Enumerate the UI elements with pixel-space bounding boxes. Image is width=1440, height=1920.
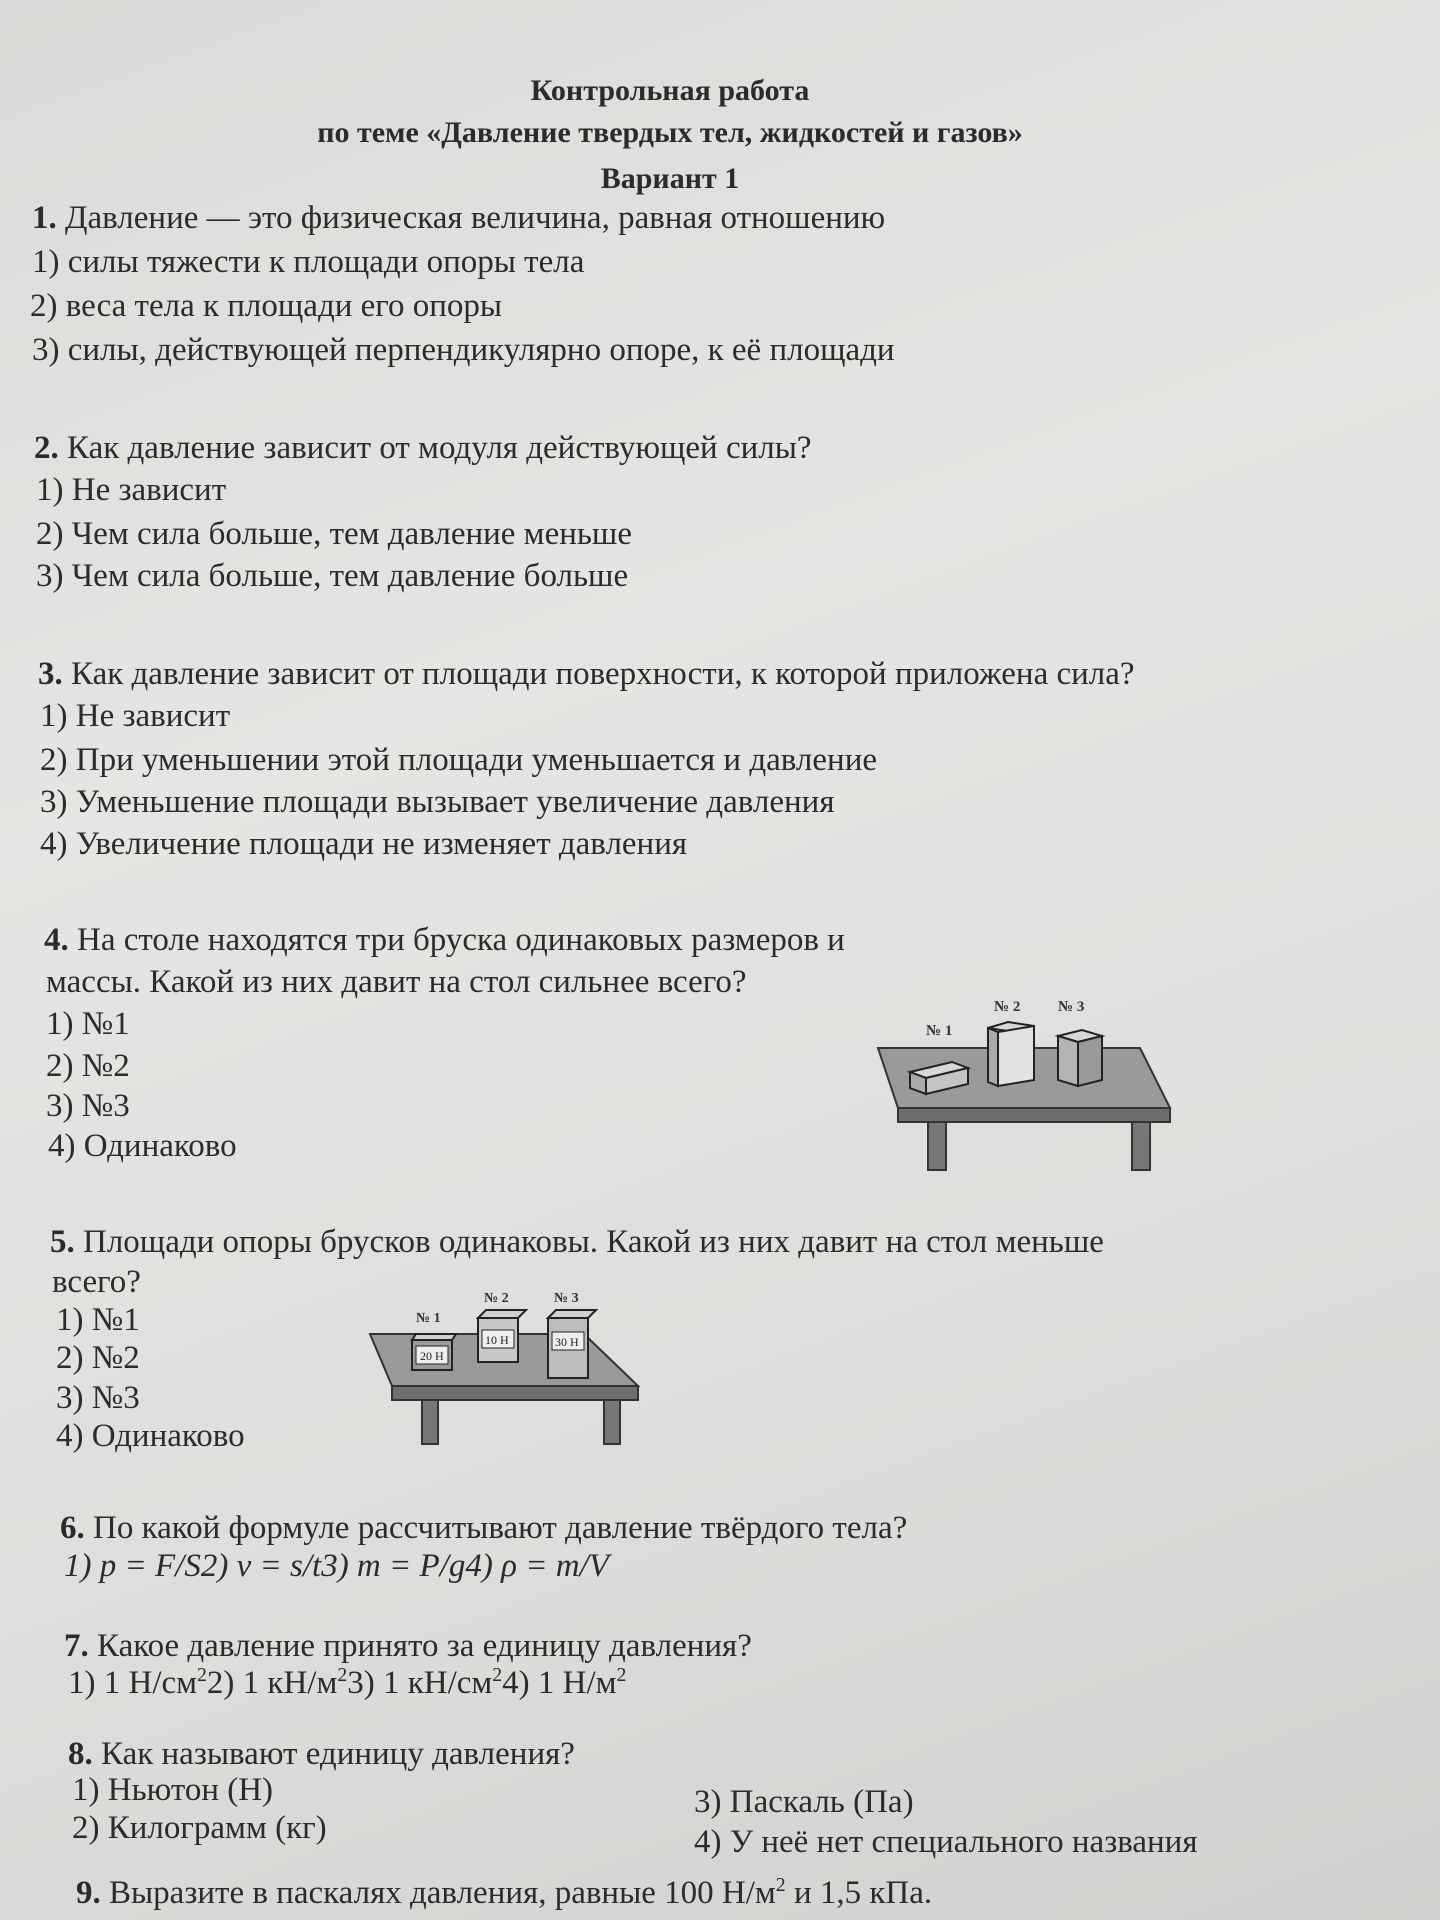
question-8 (68, 1736, 575, 1773)
option: 3) №3 (56, 1380, 140, 1416)
option: 3) Чем сила больше, тем давление больше (36, 558, 629, 594)
question-text: Выразите в паскалях давления, равные 100 Н/м (109, 1875, 776, 1911)
option: 1) №1 (56, 1302, 140, 1338)
option: 2) Чем сила больше, тем давление меньше (36, 516, 632, 552)
option: 2) При уменьшении этой площади уменьшается и давление (40, 742, 878, 778)
question-number: 3. (38, 656, 63, 692)
question-number: 2. (34, 430, 59, 466)
option: 3) m = P/g (321, 1548, 466, 1584)
option: 3) 1 кН/см (347, 1665, 493, 1701)
block-2 (478, 1310, 526, 1318)
option: 4) ρ = m/V (465, 1548, 609, 1584)
unit-options (68, 1664, 626, 1702)
question-text: Как давление зависит от модуля действующей силы? (67, 430, 812, 466)
question-number: 9. (76, 1875, 101, 1911)
option: 2) 1 кН/м (206, 1665, 338, 1701)
option: 2) №2 (56, 1340, 140, 1376)
option: 4) У неё нет специального названия (694, 1824, 1198, 1860)
block-label-1: № 1 (416, 1311, 441, 1326)
question-text-continued: всего? (52, 1264, 141, 1300)
question-2 (34, 430, 812, 467)
table-leg (1132, 1122, 1150, 1170)
question-text: Какое давление принято за единицу давления? (97, 1628, 752, 1664)
question-number: 4. (44, 922, 69, 958)
option: 2) №2 (46, 1048, 130, 1084)
question-text: Как давление зависит от площади поверхности, к которой приложена сила? (71, 656, 1135, 692)
option: 2) веса тела к площади его опоры (30, 288, 503, 324)
question-text-continued: массы. Какой из них давит на стол сильнее всего? (46, 964, 747, 1000)
question-7 (64, 1628, 752, 1665)
figure-table-weighted-blocks (366, 1284, 646, 1454)
formula-options (64, 1548, 609, 1585)
block-label-3: № 3 (554, 1291, 579, 1306)
option: 4) Одинаково (56, 1418, 245, 1454)
figure-table-three-blocks (870, 996, 1190, 1186)
exponent: 2 (197, 1664, 207, 1686)
table-leg (928, 1122, 946, 1170)
block-weight-3: 30 Н (555, 1335, 579, 1349)
table-edge (898, 1108, 1170, 1122)
question-1 (32, 200, 885, 237)
question-text-tail: и 1,5 кПа. (785, 1875, 933, 1911)
exponent: 2 (337, 1664, 348, 1686)
option: 1) p = F/S (64, 1548, 201, 1584)
option: 1) силы тяжести к площади опоры тела (32, 244, 585, 280)
block-weight-1: 20 Н (420, 1349, 444, 1363)
option: 3) Уменьшение площади вызывает увеличение давления (40, 784, 835, 820)
worksheet-topic: по теме «Давление твердых тел, жидкостей и газов» (317, 116, 1023, 149)
question-number: 5. (50, 1224, 75, 1260)
exponent: 2 (492, 1664, 503, 1686)
option: 1) Не зависит (40, 698, 231, 734)
option: 1) Ньютон (Н) (72, 1772, 274, 1808)
question-3 (38, 656, 1135, 693)
option: 3) силы, действующей перпендикулярно опоре, к её площади (32, 332, 895, 368)
block-weight-2: 10 Н (485, 1333, 509, 1347)
question-9 (76, 1874, 932, 1912)
table-edge (392, 1386, 638, 1400)
question-6 (60, 1510, 907, 1547)
table-leg (422, 1400, 438, 1444)
option: 4) Увеличение площади не изменяет давления (40, 826, 688, 862)
question-text: Давление — это физическая величина, равная отношению (65, 200, 886, 236)
question-text: По какой формуле рассчитывают давление твёрдого тела? (93, 1510, 908, 1546)
question-4 (44, 922, 845, 959)
exponent: 2 (775, 1874, 786, 1896)
option: 3) Паскаль (Па) (694, 1784, 914, 1820)
block-label-2: № 2 (994, 999, 1021, 1015)
block-3 (548, 1310, 596, 1318)
option: 1) 1 Н/см (68, 1665, 198, 1701)
option: 2) Килограмм (кг) (72, 1810, 327, 1846)
question-5 (50, 1224, 1104, 1261)
option: 3) №3 (46, 1088, 130, 1124)
question-number: 6. (60, 1510, 85, 1546)
block-label-3: № 3 (1058, 999, 1085, 1015)
question-number: 8. (68, 1736, 93, 1772)
option: 4) 1 Н/м (502, 1665, 617, 1701)
question-text: Как называют единицу давления? (101, 1736, 575, 1772)
worksheet-variant: Вариант 1 (600, 162, 740, 195)
question-text: Площади опоры брусков одинаковы. Какой из них давит на стол меньше (83, 1224, 1104, 1260)
table-leg (604, 1400, 620, 1444)
option: 1) Не зависит (36, 472, 227, 508)
block-label-1: № 1 (926, 1023, 953, 1039)
question-text: На столе находятся три бруска одинаковых размеров и (77, 922, 845, 958)
block-label-2: № 2 (484, 1291, 509, 1306)
question-number: 1. (32, 200, 57, 236)
option: 4) Одинаково (48, 1128, 237, 1164)
option: 1) №1 (46, 1006, 130, 1042)
option: 2) v = s/t (200, 1548, 322, 1584)
exponent: 2 (616, 1664, 627, 1686)
question-number: 7. (64, 1628, 89, 1664)
worksheet-title: Контрольная работа (530, 74, 810, 107)
